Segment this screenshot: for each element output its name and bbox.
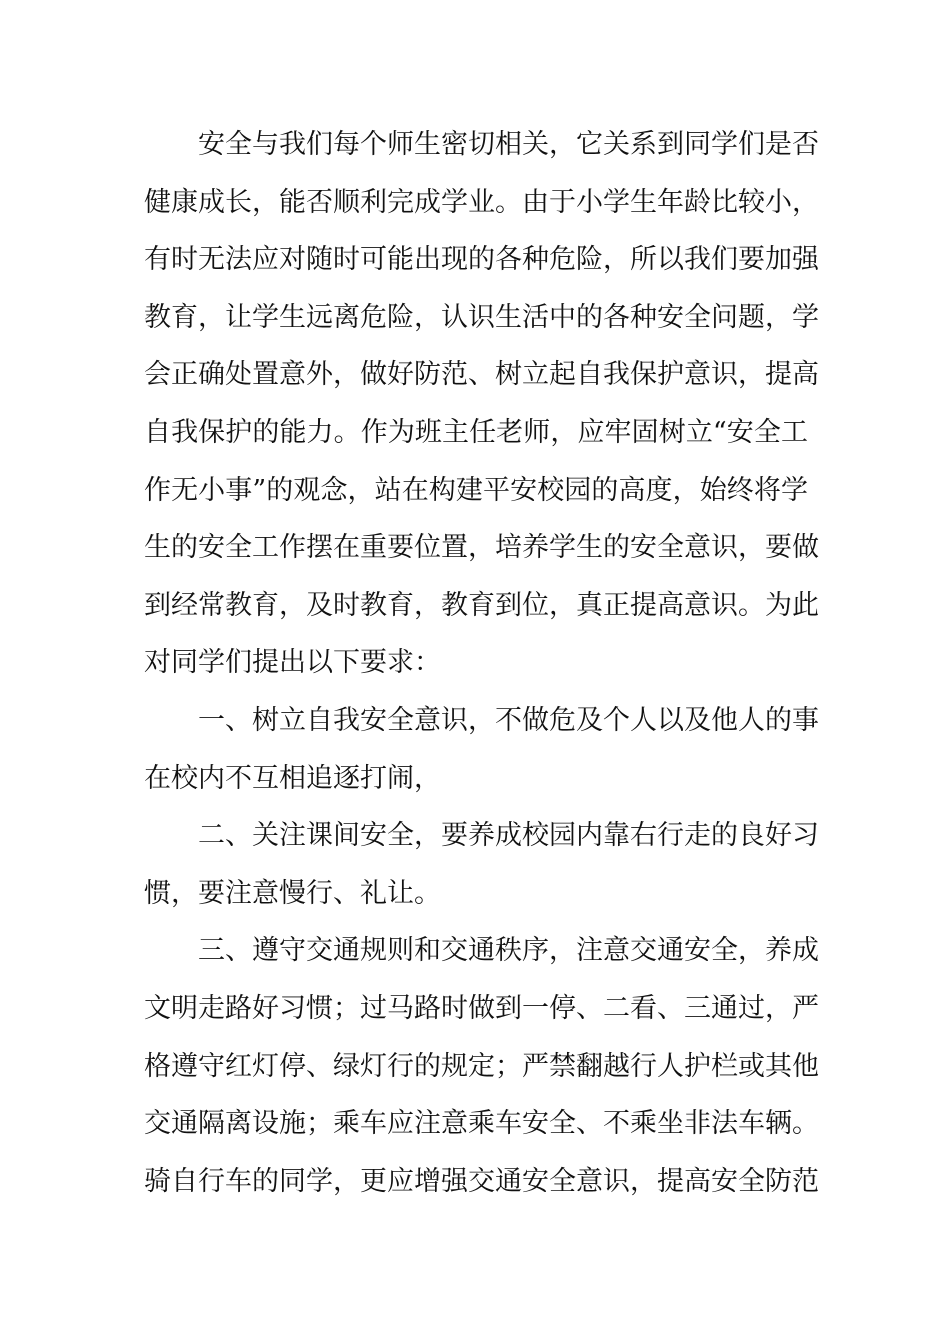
paragraph-item-3-line: 交通隔离设施；乘车应注意乘车安全、不乘坐非法车辆。 bbox=[144, 1108, 819, 1140]
paragraph-item-2-line: 惯，要注意慢行、礼让。 bbox=[144, 877, 441, 909]
paragraph-intro-line: 会正确处置意外，做好防范、树立起自我保护意识，提高 bbox=[144, 359, 819, 391]
paragraph-intro-line: 有时无法应对随时可能出现的各种危险，所以我们要加强 bbox=[144, 244, 819, 276]
paragraph-item-1-line: 在校内不互相追逐打闹， bbox=[144, 762, 441, 794]
paragraph-intro-line: 自我保护的能力。作为班主任老师，应牢固树立“安全工 bbox=[144, 416, 808, 448]
paragraph-item-3-line: 骑自行车的同学，更应增强交通安全意识，提高安全防范 bbox=[144, 1165, 819, 1197]
document-body bbox=[144, 116, 819, 1210]
paragraph-intro-line: 到经常教育，及时教育，教育到位，真正提高意识。为此 bbox=[144, 589, 819, 621]
paragraph-item-1-line: 一、树立自我安全意识，不做危及个人以及他人的事 bbox=[198, 704, 819, 736]
paragraph-intro-line: 生的安全工作摆在重要位置，培养学生的安全意识，要做 bbox=[144, 532, 819, 564]
paragraph-item-2-line: 二、关注课间安全，要养成校园内靠右行走的良好习 bbox=[198, 820, 819, 852]
paragraph-intro-line: 作无小事”的观念，站在构建平安校园的高度，始终将学 bbox=[144, 474, 808, 506]
paragraph-intro-line: 安全与我们每个师生密切相关，它关系到同学们是否 bbox=[198, 129, 819, 160]
paragraph-intro-line: 教育，让学生远离危险，认识生活中的各种安全问题，学 bbox=[144, 301, 819, 333]
paragraph-item-3-line: 格遵守红灯停、绿灯行的规定；严禁翻越行人护栏或其他 bbox=[144, 1050, 819, 1082]
paragraph-intro-line: 对同学们提出以下要求： bbox=[144, 647, 441, 679]
paragraph-item-3-line: 文明走路好习惯；过马路时做到一停、二看、三通过，严 bbox=[144, 992, 819, 1024]
paragraph-intro-line: 健康成长，能否顺利完成学业。由于小学生年龄比较小， bbox=[144, 186, 819, 218]
paragraph-item-3-line: 三、遵守交通规则和交通秩序，注意交通安全，养成 bbox=[198, 935, 819, 967]
